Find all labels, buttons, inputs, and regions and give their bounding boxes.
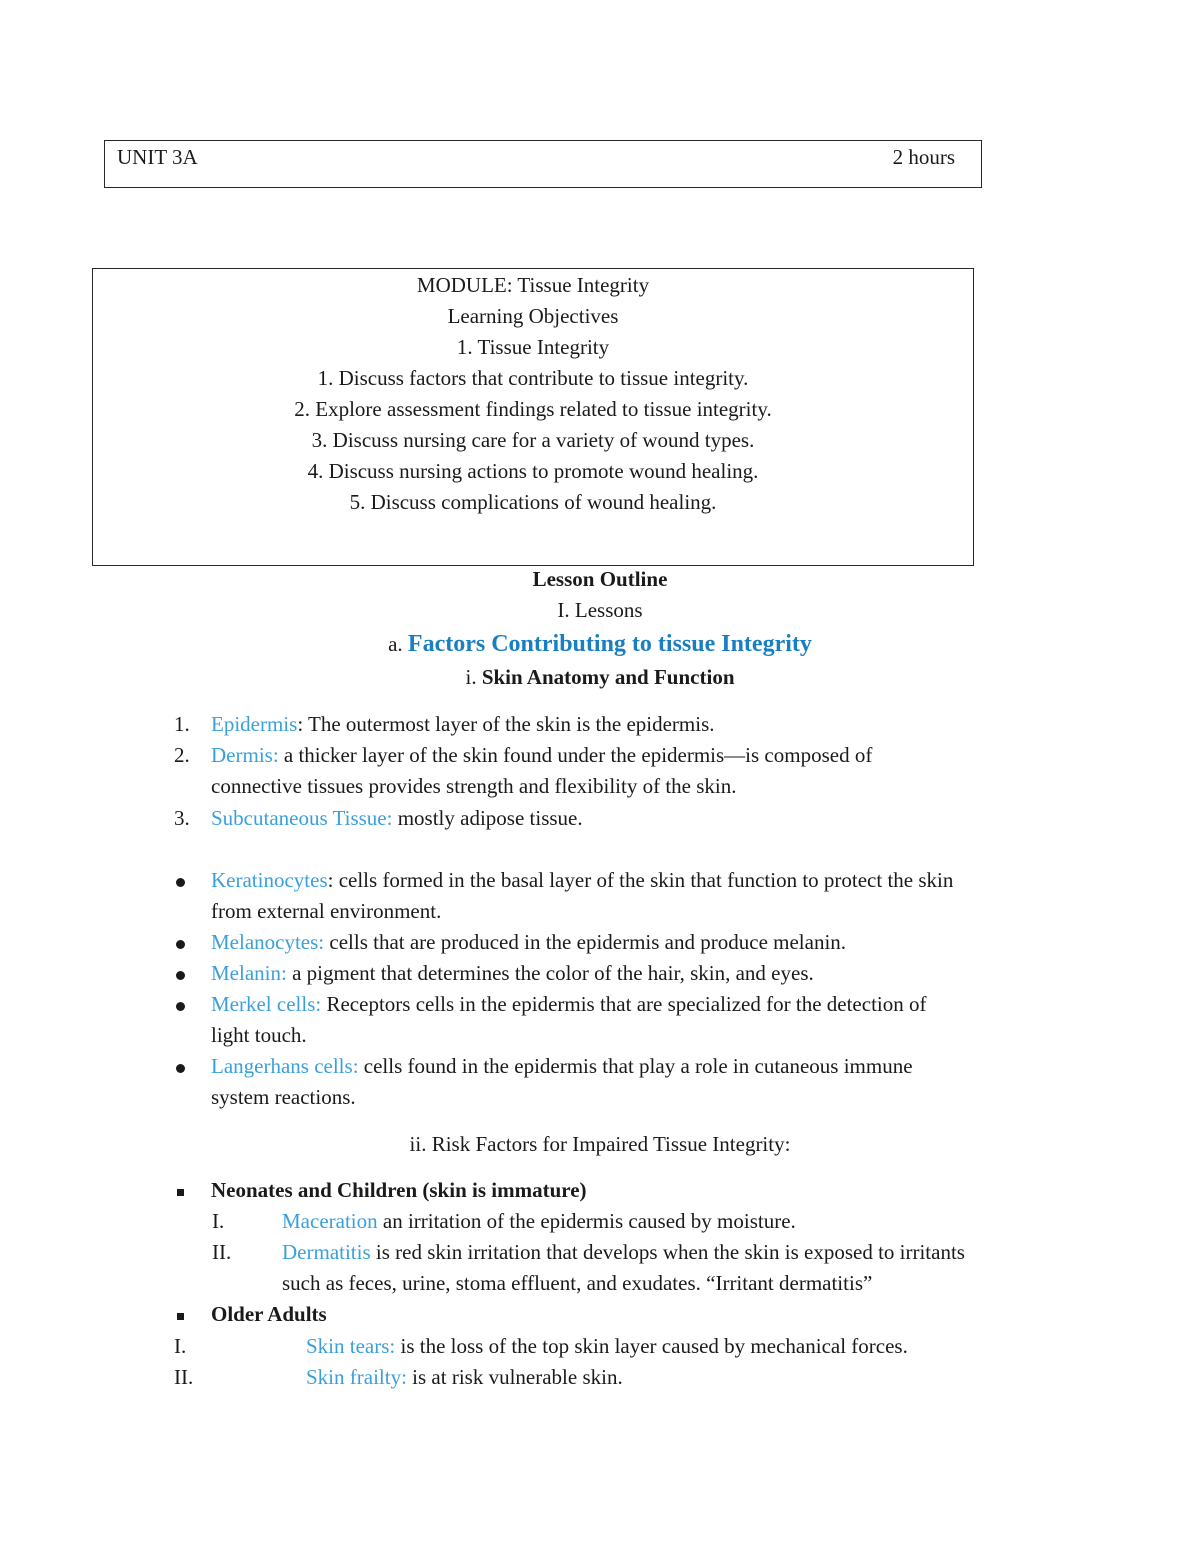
lesson-outline-title: Lesson Outline xyxy=(532,567,668,591)
section-a-heading xyxy=(0,631,1200,658)
definition-continued: system reactions. xyxy=(211,1085,356,1109)
square-bullet-icon xyxy=(177,1313,184,1320)
list-item xyxy=(211,1054,913,1079)
definition: an irritation of the epidermis caused by moisture. xyxy=(377,1209,796,1233)
definition-continued: connective tissues provides strength and flexibility of the skin. xyxy=(211,774,737,798)
risk-factors-heading: ii. Risk Factors for Impaired Tissue Integrity: xyxy=(409,1132,791,1156)
term: Dermatitis xyxy=(282,1240,371,1264)
definition: cells found in the epidermis that play a role in cutaneous immune xyxy=(358,1054,913,1078)
objective-item: 5. Discuss complications of wound healing. xyxy=(349,490,717,514)
term: Maceration xyxy=(282,1209,378,1233)
lessons-heading: I. Lessons xyxy=(557,598,643,622)
definition: is at risk vulnerable skin. xyxy=(406,1365,623,1389)
term: Melanin: xyxy=(211,961,287,985)
bullet-icon xyxy=(176,878,185,887)
list-item xyxy=(211,743,872,768)
roman-number: II. xyxy=(212,1240,232,1264)
bullet-icon xyxy=(176,1064,185,1073)
square-bullet-icon xyxy=(177,1189,184,1196)
bullet-icon xyxy=(176,971,185,980)
definition: : The outermost layer of the skin is the epidermis. xyxy=(297,712,715,736)
list-number: 3. xyxy=(174,806,190,830)
roman-number: I. xyxy=(174,1334,187,1358)
list-item xyxy=(282,1209,796,1234)
section-a-title: Factors Contributing to tissue Integrity xyxy=(407,631,812,657)
bullet-icon xyxy=(176,940,185,949)
sub-i-prefix: i. xyxy=(465,665,477,689)
unit-title: UNIT 3A xyxy=(117,145,198,169)
definition: : cells formed in the basal layer of the skin that function to protect the skin xyxy=(327,868,954,892)
term: Dermis: xyxy=(211,743,279,767)
definition: a thicker layer of the skin found under the epidermis—is composed of xyxy=(278,743,873,767)
definition: mostly adipose tissue. xyxy=(392,806,583,830)
objectives-title: Learning Objectives xyxy=(447,304,619,328)
list-item xyxy=(306,1334,908,1359)
definition: is the loss of the top skin layer caused by mechanical forces. xyxy=(395,1334,908,1358)
objective-item: 4. Discuss nursing actions to promote wound healing. xyxy=(307,459,759,483)
risk-group-heading: Older Adults xyxy=(211,1302,327,1326)
sub-i-title: Skin Anatomy and Function xyxy=(481,665,735,689)
term: Skin frailty: xyxy=(306,1365,407,1389)
objective-item: 2. Explore assessment findings related to tissue integrity. xyxy=(294,397,772,421)
roman-number: I. xyxy=(212,1209,225,1233)
term: Melanocytes: xyxy=(211,930,325,954)
unit-header-box xyxy=(104,140,982,188)
list-item xyxy=(211,992,926,1017)
list-item xyxy=(211,868,953,893)
definition: cells that are produced in the epidermis and produce melanin. xyxy=(324,930,847,954)
list-item xyxy=(211,961,814,986)
definition-continued: such as feces, urine, stoma effluent, and exudates. “Irritant dermatitis” xyxy=(282,1271,873,1295)
roman-number: II. xyxy=(174,1365,194,1389)
term: Merkel cells: xyxy=(211,992,322,1016)
term: Skin tears: xyxy=(306,1334,396,1358)
list-item xyxy=(211,712,715,737)
module-heading: MODULE: Tissue Integrity xyxy=(416,273,650,297)
definition: is red skin irritation that develops when the skin is exposed to irritants xyxy=(370,1240,965,1264)
term: Langerhans cells: xyxy=(211,1054,359,1078)
definition-continued: from external environment. xyxy=(211,899,442,923)
definition-continued: light touch. xyxy=(211,1023,307,1047)
section-a-prefix: a. xyxy=(388,632,403,656)
list-item xyxy=(211,930,846,955)
list-item xyxy=(211,806,583,831)
bullet-icon xyxy=(176,1002,185,1011)
list-number: 1. xyxy=(174,712,190,736)
list-item xyxy=(306,1365,623,1390)
term: Keratinocytes xyxy=(211,868,328,892)
objective-item: 1. Discuss factors that contribute to tissue integrity. xyxy=(317,366,749,390)
risk-group-heading: Neonates and Children (skin is immature) xyxy=(211,1178,587,1202)
term: Subcutaneous Tissue: xyxy=(211,806,393,830)
sub-i-heading xyxy=(0,665,1200,690)
list-item xyxy=(282,1240,965,1265)
objective-item: 3. Discuss nursing care for a variety of wound types. xyxy=(311,428,755,452)
list-number: 2. xyxy=(174,743,190,767)
objectives-section: 1. Tissue Integrity xyxy=(456,335,610,359)
term: Epidermis xyxy=(211,712,298,736)
unit-duration: 2 hours xyxy=(892,145,955,169)
definition: Receptors cells in the epidermis that are specialized for the detection of xyxy=(321,992,927,1016)
module-objectives-box xyxy=(92,268,974,566)
definition: a pigment that determines the color of the hair, skin, and eyes. xyxy=(286,961,814,985)
